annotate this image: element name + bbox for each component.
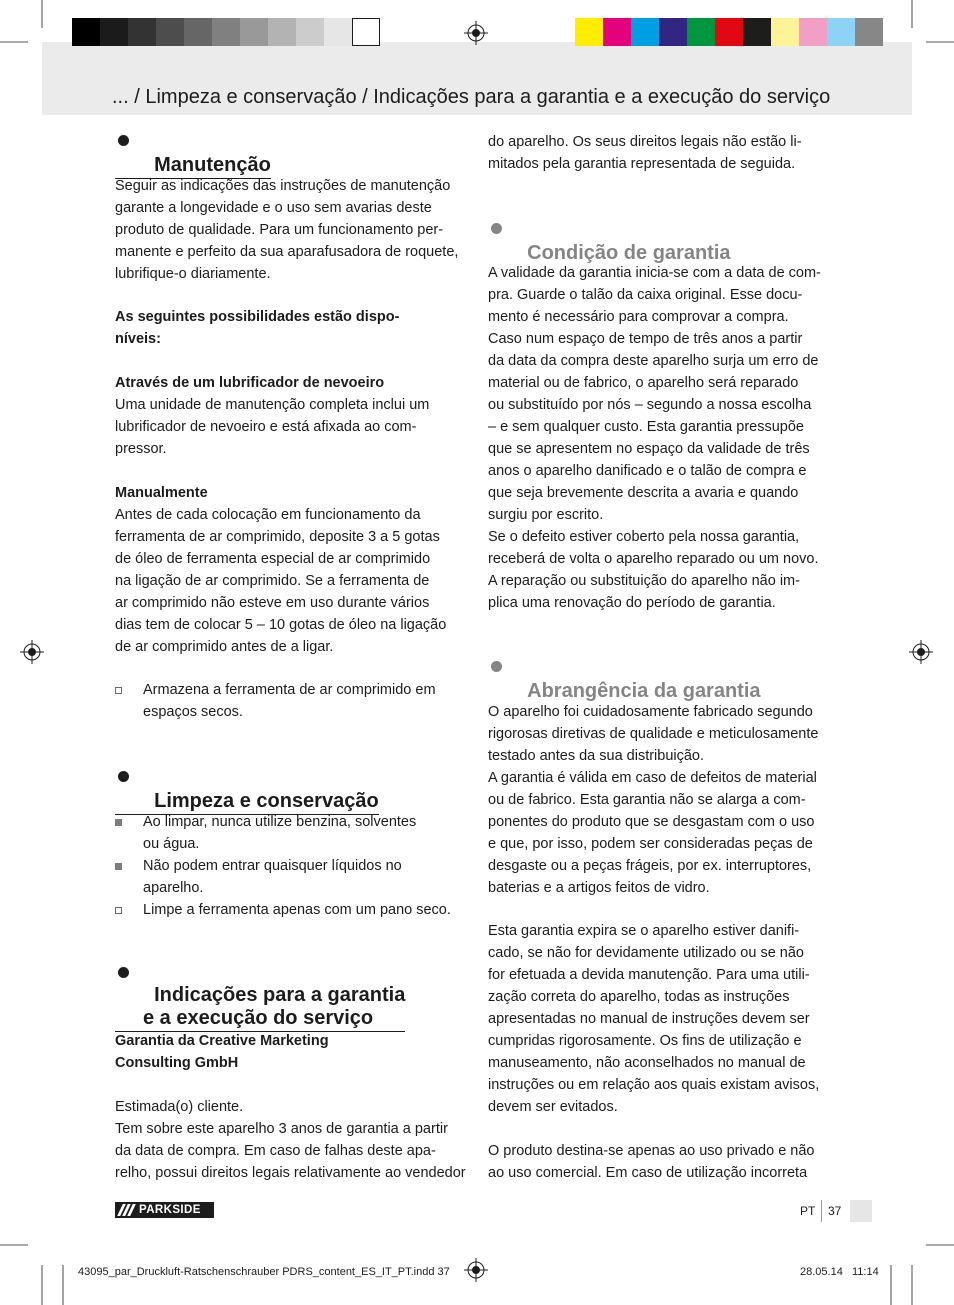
page-title: ... / Limpeza e conservação / Indicações para a garantia e a execução do serviço <box>112 86 831 108</box>
condition-text: A validade da garantia inicia-se com a data de com- pra. Guarde o talão da caixa original. Esse docu- mento é necessário para comprovar a compra. Caso num espaço de tempo de três anos a partir da data da compra deste aparelho surja um erro de material ou de fabrico, o aparelho será reparado ou substituído por nós – segundo a nossa escolha – e sem qualquer custo. Esta garantia pressupõe que se apresentem no espaço da validade de três anos o aparelho danificado e o talão de compra e que seja brevemente descrita a avaria e quando surgiu por escrito. Se o defeito estiver coberto pela nossa garantia, receberá de volta o aparelho reparado ou um novo. A reparação ou substituição do aparelho não im- plica uma renovação do período de garantia. <box>488 265 821 611</box>
options-label: As seguintes possibilidades estão dispo- níveis: <box>115 309 400 347</box>
page-number: 37 <box>828 1204 842 1218</box>
slug-date: 28.05.14 11:14 <box>800 1266 879 1278</box>
slug-filename: 43095_par_Druckluft-Ratschenschrauber PDRS_content_ES_IT_PT.indd 37 <box>78 1266 450 1278</box>
manual-text: Antes de cada colocação em funcionamento da ferramenta de ar comprimido, deposite 3 a 5 gotas de óleo de ferramenta especial de ar comprimido na ligação de ar comprimido. Se a ferramenta de ar comprimido não esteve em uso durante vários dias tem de colocar 5 – 10 gotas de óleo na ligação de ar comprimido antes de a ligar. <box>115 507 447 655</box>
registration-mark-icon <box>20 640 44 664</box>
manual-label: Manualmente <box>115 485 208 501</box>
list-item: Limpe a ferramenta apenas com um pano seco. <box>143 902 451 918</box>
warranty-continuation: do aparelho. Os seus direitos legais não estão li- mitados pela garantia representada de seguida. <box>488 134 802 172</box>
registration-mark-icon <box>464 1258 488 1282</box>
heading-limpeza-text: Limpeza e conservação <box>154 790 379 812</box>
scope-paragraph-2: Esta garantia expira se o aparelho estiver danifi- cado, se não for devidamente utilizado ou se não for efetuada a devida manutenção. Para uma utili- zação correta do aparelho, todas as instruções apresentadas no manual de instruções devem ser cumpridas rigorosamente. Os fins de utilização e manuseamento, não aconselhados no manual de instruções ou em relação aos quais existam avisos, devem ser evitados. <box>488 923 820 1115</box>
heading-condicao-text: Condição de garantia <box>527 242 731 264</box>
list-item: Ao limpar, nunca utilize benzina, solventes ou água. <box>143 814 417 852</box>
lubricator-label: Através de um lubrificador de nevoeiro <box>115 375 385 391</box>
language-code: PT <box>800 1204 816 1218</box>
maintenance-intro: Seguir as indicações das instruções de manutenção garante a longevidade e o uso sem avarias deste produto de qualidade. Para um funcionamento per- manente e perfeito da sua aparafusadora de roquete, lubrifique-o diariamente. <box>115 178 459 282</box>
scope-paragraph-1: O aparelho foi cuidadosamente fabricado segundo rigorosas diretivas de qualidade e meticulosamente testado antes da sua distribuição. A garantia é válida em caso de defeitos de material ou de fabrico. Esta garantia não se alarga a com- ponentes do produto que se desgastam com o uso e que, por isso, podem ser consideradas peças de desgaste ou a peças frágeis, por ex. interruptores, baterias e a artigos feitos de vidro. <box>488 704 819 896</box>
heading-manutencao-text: Manutenção <box>154 154 271 176</box>
warranty-company: Garantia da Creative Marketing Consulting GmbH <box>115 1033 329 1071</box>
heading-abrangencia-text: Abrangência da garantia <box>527 680 761 702</box>
list-item-storage: Armazena a ferramenta de ar comprimido em espaços secos. <box>143 682 436 720</box>
registration-mark-icon <box>909 640 933 664</box>
registration-mark-icon <box>464 21 488 45</box>
list-item: Não podem entrar quaisquer líquidos no aparelho. <box>143 858 402 896</box>
scope-paragraph-3: O produto destina-se apenas ao uso privado e não ao uso comercial. Em caso de utilização incorreta <box>488 1143 815 1181</box>
lubricator-text: Uma unidade de manutenção completa inclui um lubrificador de nevoeiro e está afixada ao com- pressor. <box>115 397 430 457</box>
warranty-text: Estimada(o) cliente. Tem sobre este aparelho 3 anos de garantia a partir da data de compra. Em caso de falhas deste apa- relho, possui direitos legais relativamente ao vendedor <box>115 1099 466 1181</box>
heading-garantia-text: Indicações para a garantia e a execução do serviço <box>143 984 406 1029</box>
logo-brand-text: PARKSIDE <box>139 1204 201 1216</box>
